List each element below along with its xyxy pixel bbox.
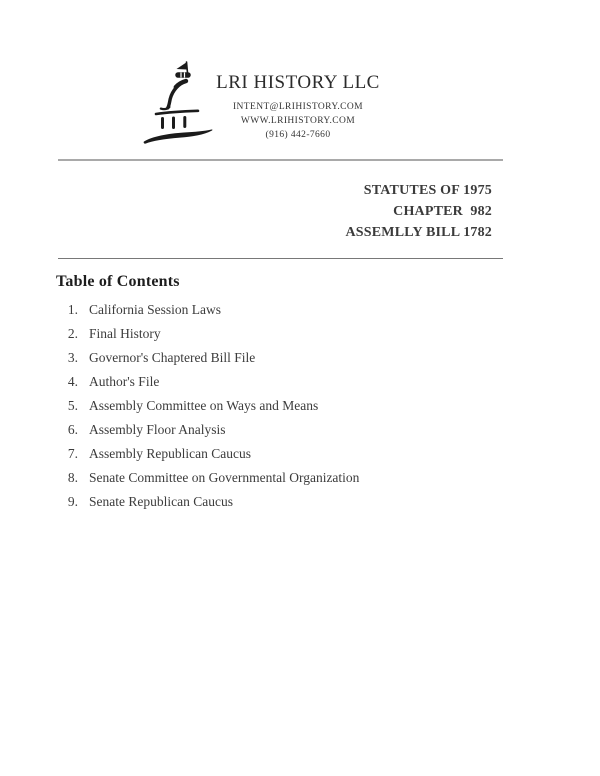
assembly-bill-line: ASSEMLLY BILL 1782 [345, 225, 492, 240]
toc-item-label: Senate Republican Caucus [89, 494, 233, 509]
email-text: INTENT@LRIHISTORY.COM [232, 102, 363, 112]
toc-item-label: California Session Laws [89, 302, 221, 317]
toc-item [58, 298, 359, 322]
toc-item-label: Assembly Committee on Ways and Means [89, 398, 319, 413]
toc-item [58, 442, 359, 466]
company-name: LRI HISTORY LLC [216, 72, 380, 93]
statutes-line: STATUTES OF 1975 [363, 183, 492, 198]
horizontal-rule-bottom [58, 258, 503, 259]
toc-item-label: Assembly Republican Caucus [89, 446, 251, 461]
toc-item [58, 346, 359, 370]
letterhead [188, 72, 408, 142]
toc-list [58, 298, 359, 514]
horizontal-rule-top [58, 159, 503, 161]
toc-item-label: Author's File [89, 374, 160, 389]
toc-item-label: Senate Committee on Governmental Organization [89, 470, 360, 485]
toc-item-number: 9. [67, 494, 78, 509]
toc-item-label: Final History [89, 326, 161, 341]
toc-item-number: 6. [67, 422, 78, 437]
toc-item-number: 8. [67, 470, 78, 485]
toc-item [58, 370, 359, 394]
toc-item-label: Assembly Floor Analysis [89, 422, 226, 437]
toc-item [58, 394, 359, 418]
toc-item-number: 2. [67, 326, 78, 341]
statute-reference-block [292, 180, 492, 243]
toc-item-number: 4. [67, 374, 78, 389]
toc-item-number: 1. [67, 302, 78, 317]
toc-heading: Table of Contents [56, 273, 180, 290]
toc-item [58, 490, 359, 514]
toc-item-number: 7. [67, 446, 78, 461]
toc-item-label: Governor's Chaptered Bill File [89, 350, 256, 365]
website-text: WWW.LRIHISTORY.COM [240, 116, 356, 126]
toc-item-number: 5. [67, 398, 78, 413]
chapter-line: CHAPTER 982 [393, 204, 492, 219]
phone-text: (916) 442-7660 [265, 130, 331, 140]
toc-item [58, 418, 359, 442]
toc-item [58, 322, 359, 346]
toc-item [58, 466, 359, 490]
toc-item-number: 3. [67, 350, 78, 365]
